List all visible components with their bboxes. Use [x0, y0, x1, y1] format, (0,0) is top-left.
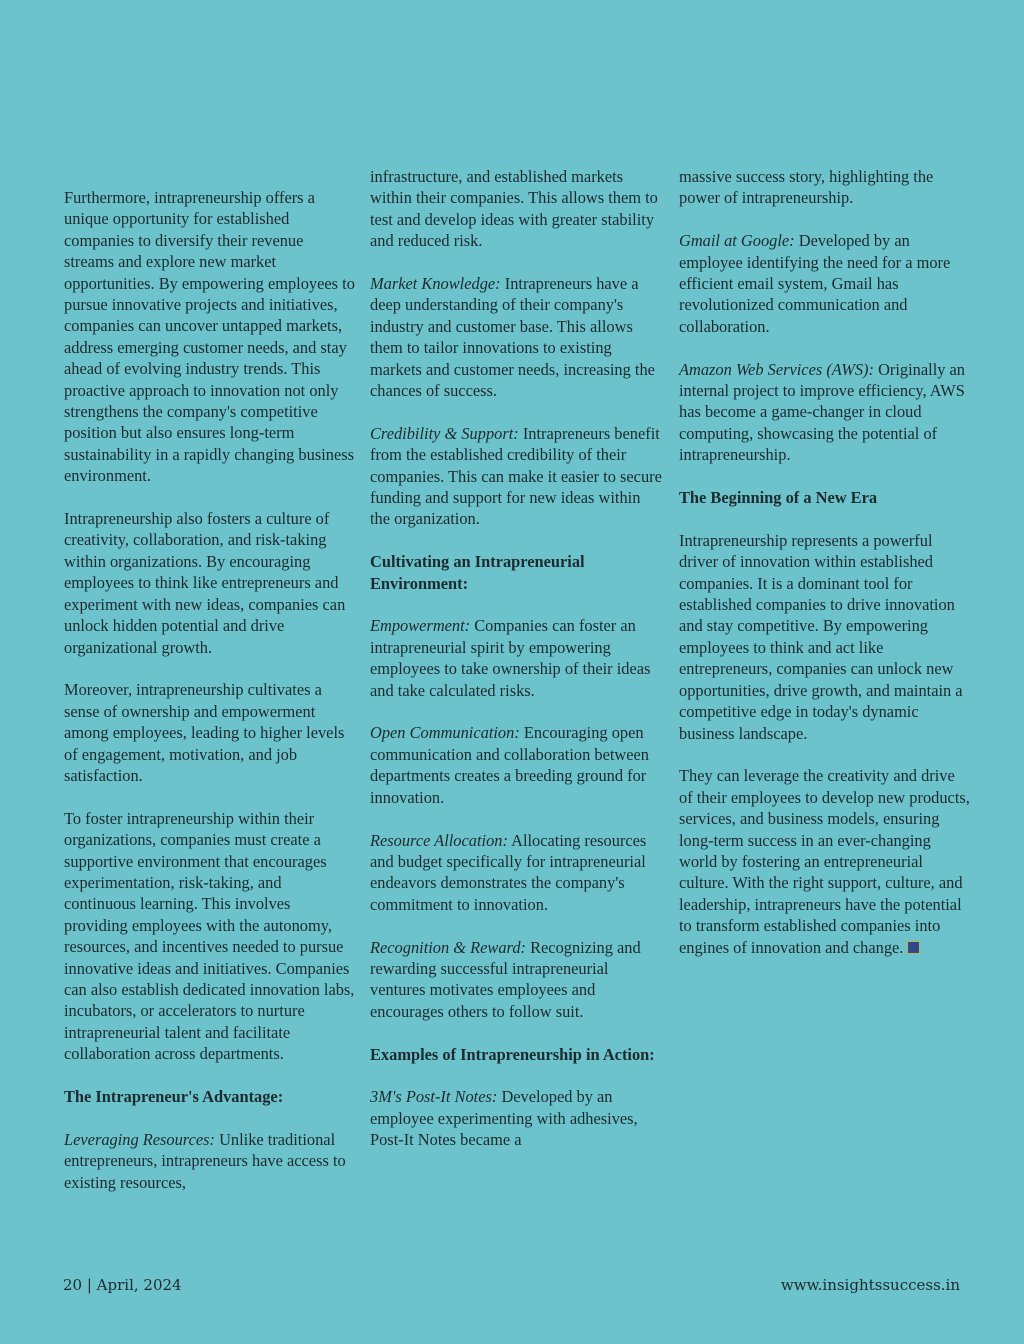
section-heading: The Intrapreneur's Advantage:: [64, 1087, 284, 1106]
term-label: Resource Allocation:: [370, 830, 508, 850]
term-label: Leveraging Resources:: [64, 1129, 215, 1149]
paragraph: [370, 722, 662, 808]
term-text: Encouraging open communication and collaboration between departments creates a breeding ground for innovation.: [370, 723, 650, 807]
paragraph: [370, 830, 662, 916]
page-number-date: 20 | April, 2024: [63, 1276, 182, 1294]
term-text: Intrapreneurs benefit from the established credibility of their companies. This can make it easier to secure funding and support for new ideas within the organization.: [370, 423, 662, 529]
paragraph: [370, 423, 662, 530]
term-text: Originally an internal project to improve efficiency, AWS has become a game-changer in cloud computing, showcasing the potential of intrapreneurship.: [679, 359, 966, 465]
section-heading: Examples of Intrapreneurship in Action:: [370, 1044, 655, 1064]
paragraph: [64, 1129, 356, 1193]
paragraph: [370, 937, 662, 1023]
term-label: 3M's Post-It Notes:: [370, 1087, 498, 1107]
end-of-article-icon: [907, 941, 920, 954]
term-text: Allocating resources and budget specifically for intrapreneurial endeavors demonstrates the company's commitment to innovation.: [370, 830, 647, 914]
paragraph: Moreover, intrapreneurship cultivates a sense of ownership and empowerment among employees, leading to higher levels of engagement, motivation, and job satisfaction.: [64, 680, 345, 785]
paragraph: infrastructure, and established markets within their companies. This allows them to test and develop ideas with greater stability and reduced risk.: [370, 167, 658, 251]
paragraph: [370, 615, 662, 701]
paragraph: Furthermore, intrapreneurship offers a unique opportunity for established companies to diversify their revenue streams and explore new market opportunities. By empowering employees to pursue innovative projects and initiatives, companies can uncover untapped markets, address emerging customer needs, and stay ahead of evolving industry trends. This proactive approach to innovation not only strengthens the company's competitive position but also ensures long-term sustainability in a rapidly changing business environment.: [64, 188, 355, 486]
paragraph: [370, 1086, 662, 1150]
term-label: Credibility & Support:: [370, 423, 519, 443]
term-text: Unlike traditional entrepreneurs, intrapreneurs have access to existing resources,: [64, 1129, 346, 1192]
paragraph: [679, 359, 971, 466]
term-text: Companies can foster an intrapreneurial spirit by empowering employees to take ownership of their ideas and take calculated risks.: [370, 616, 651, 700]
term-label: Recognition & Reward:: [370, 937, 526, 957]
paragraph: massive success story, highlighting the power of intrapreneurship.: [679, 167, 934, 208]
term-label: Empowerment:: [370, 616, 471, 636]
paragraph: Intrapreneurship represents a powerful driver of innovation within established companies. It is a dominant tool for established companies to drive innovation and stay competitive. By empowering employees to think and act like entrepreneurs, companies can unlock new opportunities, drive growth, and maintain a competitive edge in today's dynamic business landscape.: [679, 530, 963, 743]
term-label: Open Communication:: [370, 723, 520, 743]
paragraph: Intrapreneurship also fosters a culture of creativity, collaboration, and risk-taking within organizations. By encouraging employees to think like entrepreneurs and experiment with new ideas, companies can unlock hidden potential and drive organizational growth.: [64, 509, 346, 657]
section-heading: Cultivating an Intrapreneurial Environment:: [370, 552, 585, 593]
term-label: Gmail at Google:: [679, 231, 795, 251]
term-text: Developed by an employee identifying the need for a more efficient email system, Gmail has revolutionized communication and collaboration.: [679, 231, 951, 336]
term-text: They can leverage the creativity and drive of their employees to develop new products, services, and business models, ensuring long-term success in an ever-changing world by fostering an entrepreneurial culture. With the right support, culture, and leadership, intrapreneurs have the potential to transform established companies into engines of innovation and change.: [679, 766, 970, 957]
paragraph: [679, 765, 971, 958]
term-label: Market Knowledge:: [370, 274, 501, 294]
term-text: Recognizing and rewarding successful intrapreneurial ventures motivates employees and encourages others to follow suit.: [370, 937, 641, 1021]
column-1: [64, 187, 356, 1214]
section-heading: The Beginning of a New Era: [679, 488, 878, 508]
paragraph: To foster intrapreneurship within their organizations, companies must create a supportive environment that encourages experimentation, risk-taking, and continuous learning. This involves providing employees with the autonomy, resources, and incentives needed to pursue innovative ideas and initiatives. Companies can also establish dedicated innovation labs, incubators, or accelerators to nurture intrapreneurial talent and facilitate collaboration across departments.: [64, 808, 355, 1064]
term-text: Developed by an employee experimenting with adhesives, Post-It Notes became a: [370, 1087, 638, 1150]
column-3: [679, 166, 971, 979]
term-text: Intrapreneurs have a deep understanding of their company's industry and customer base. This allows them to tailor innovations to existing markets and customer needs, increasing the chances of success.: [370, 274, 655, 401]
paragraph: [370, 273, 662, 401]
column-2: [370, 166, 662, 1172]
term-label: Amazon Web Services (AWS):: [679, 359, 874, 379]
paragraph: [679, 230, 971, 337]
website-link[interactable]: www.insightssuccess.in: [780, 1276, 960, 1294]
